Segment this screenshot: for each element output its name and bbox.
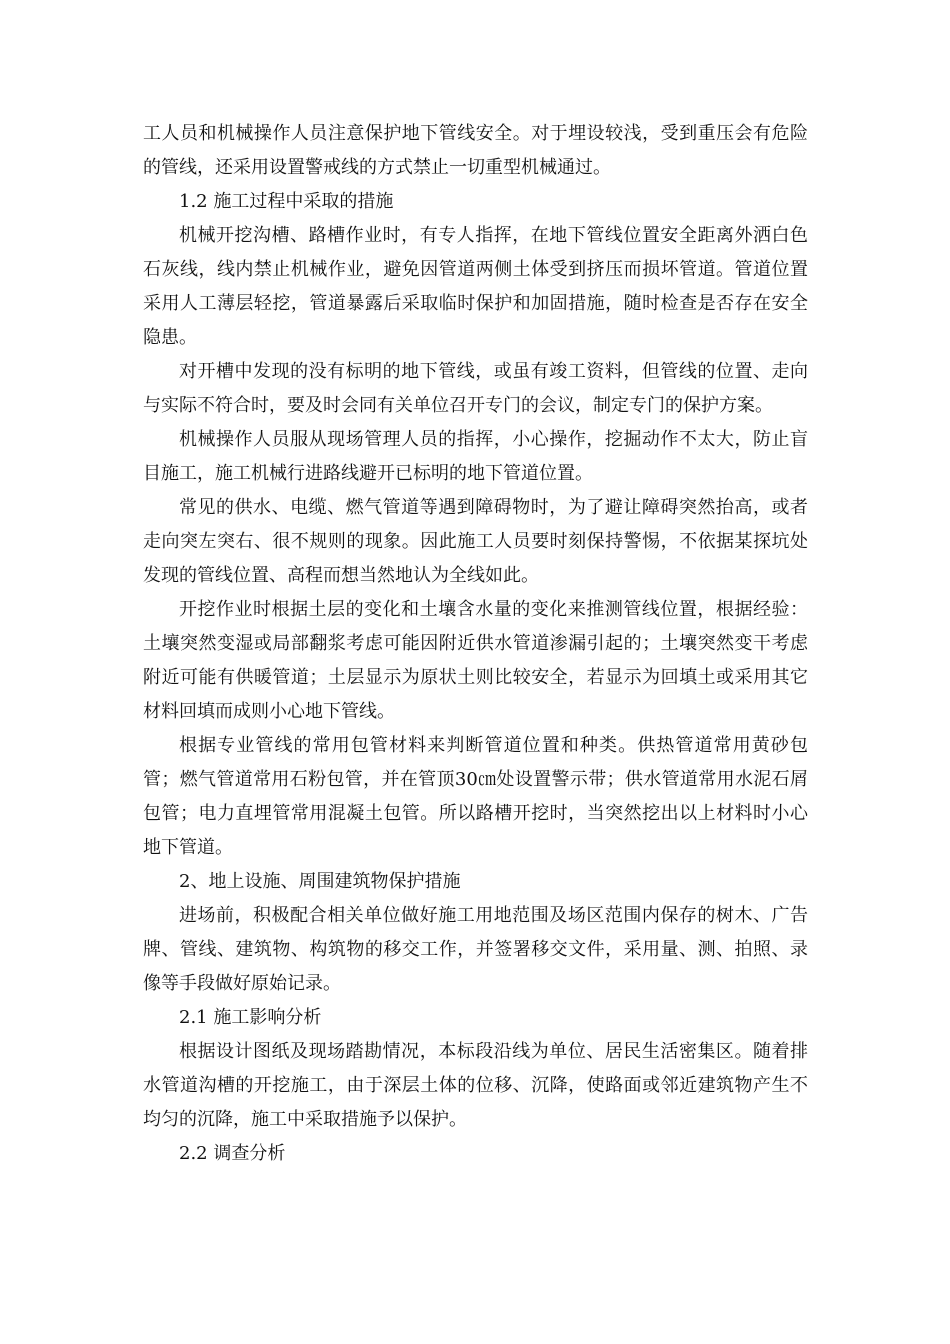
paragraph-common-pipes: 常见的供水、电缆、燃气管道等遇到障碍物时，为了避让障碍突然抬高，或者走向突左突右、很不规则的现象。因此施工人员要时刻保持警惕，不依据某探坑处发现的管线位置、高程而想当然地认为全线如此。 [143, 497, 808, 586]
section-heading-2: 2、地上设施、周围建筑物保护措施 [179, 871, 461, 892]
paragraph-protect-pipelines-continued: 工人员和机械操作人员注意保护地下管线安全。对于埋设较浅，受到重压会有危险的管线，还采用设置警戒线的方式禁止一切重型机械通过。 [143, 123, 808, 178]
section-heading-1-2: 1.2 施工过程中采取的措施 [179, 191, 394, 212]
paragraph-handover: 进场前，积极配合相关单位做好施工用地范围及场区范围内保存的树木、广告牌、管线、建筑物、构筑物的移交工作，并签署移交文件，采用量、测、拍照、录像等手段做好原始记录。 [143, 905, 808, 994]
section-heading-2-2: 2.2 调查分析 [179, 1143, 286, 1164]
paragraph-soil-changes: 开挖作业时根据土层的变化和土壤含水量的变化来推测管线位置，根据经验：土壤突然变湿或局部翻浆考虑可能因附近供水管道渗漏引起的；土壤突然变干考虑附近可能有供暖管道；土层显示为原状土则比较安全，若显示为回填土或采用其它材料回填而成则小心地下管线。 [143, 599, 808, 722]
paragraph-unmarked-pipelines: 对开槽中发现的没有标明的地下管线，或虽有竣工资料，但管线的位置、走向与实际不符合时，要及时会同有关单位召开专门的会议，制定专门的保护方案。 [143, 361, 808, 416]
paragraph-operator-commands: 机械操作人员服从现场管理人员的指挥，小心操作，挖掘动作不太大，防止盲目施工，施工机械行进路线避开已标明的地下管道位置。 [143, 429, 808, 484]
paragraph-machine-excavation: 机械开挖沟槽、路槽作业时，有专人指挥，在地下管线位置安全距离外洒白色石灰线，线内禁止机械作业，避免因管道两侧土体受到挤压而损坏管道。管道位置采用人工薄层轻挖，管道暴露后采取临时保护和加固措施，随时检查是否存在安全隐患。 [143, 225, 808, 348]
document-page [143, 117, 808, 1171]
section-heading-2-1: 2.1 施工影响分析 [179, 1007, 322, 1028]
paragraph-impact-analysis: 根据设计图纸及现场踏勘情况，本标段沿线为单位、居民生活密集区。随着排水管道沟槽的开挖施工，由于深层土体的位移、沉降，使路面或邻近建筑物产生不均匀的沉降，施工中采取措施予以保护。 [143, 1041, 808, 1130]
paragraph-wrapping-materials: 根据专业管线的常用包管材料来判断管道位置和种类。供热管道常用黄砂包管；燃气管道常用石粉包管，并在管顶30㎝处设置警示带；供水管道常用水泥石屑包管；电力直埋管常用混凝土包管。所以路槽开挖时，当突然挖出以上材料时小心地下管道。 [143, 735, 808, 858]
